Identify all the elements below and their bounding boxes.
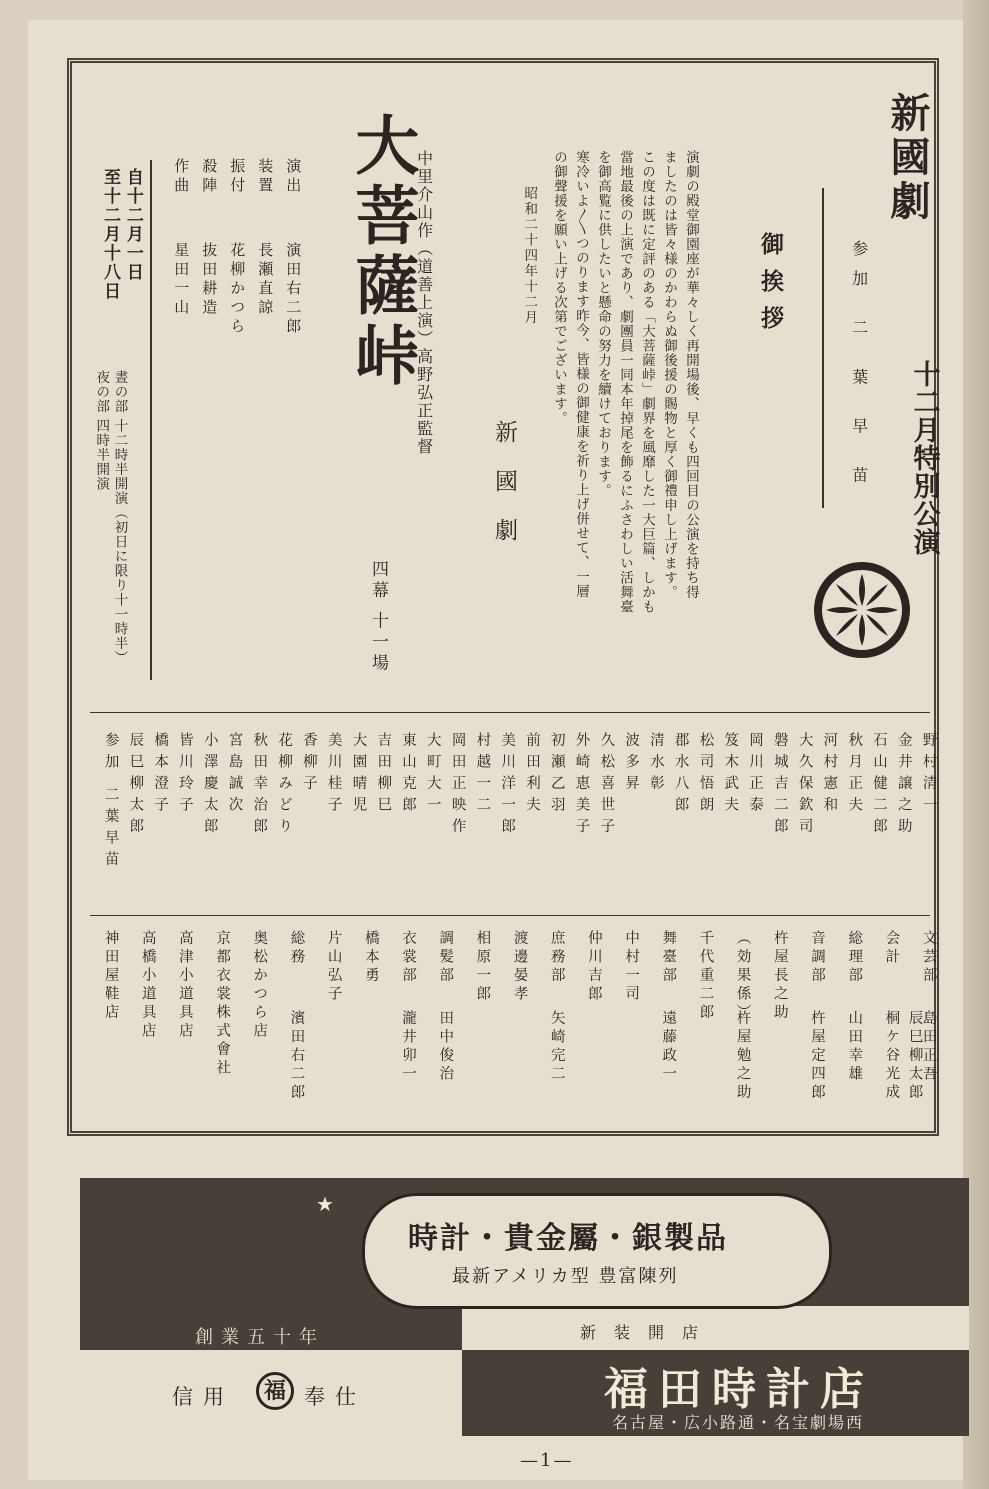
ad-store-name: 福田時計店: [604, 1364, 874, 1415]
event-title: 新國劇: [884, 92, 931, 224]
credit-name: 抜田耕造: [200, 242, 219, 318]
cast-member: 松司悟朗: [697, 732, 714, 818]
cast-member: 久松喜世子: [598, 732, 615, 840]
event-subtitle: 十二月特別公演: [908, 360, 940, 556]
staff-role: 調髪部: [437, 930, 454, 986]
event-participant: 参加 二 葉 早 苗: [849, 240, 869, 497]
schedule-dates: [98, 168, 144, 301]
ad-new-store: 新装開店: [580, 1323, 717, 1342]
cast-member: 清水彰: [647, 732, 664, 797]
greeting-line: を御高覧に供したいと懸命の努力を續けております。: [595, 150, 611, 498]
cast-member: 花柳みどり: [276, 732, 293, 840]
cast-member: 橋本澄子: [152, 732, 169, 818]
staff-member: 千代重二郎: [697, 930, 714, 1023]
ad-motto-left: 信用: [172, 1385, 234, 1409]
play-acts: 四幕 十一場: [367, 560, 388, 675]
staff-member: 片山弘子: [325, 930, 342, 1004]
staff-member: 高津小道具店: [176, 930, 193, 1041]
schedule-date-from: 自十二月一日: [122, 168, 143, 282]
staff-role: 衣裳部: [400, 930, 417, 986]
divider-event: [822, 188, 824, 508]
star-icon: ★: [316, 1192, 334, 1216]
greeting-body: [548, 150, 702, 614]
cast-member: 秋月正夫: [846, 732, 863, 818]
schedule-day: 晝の部 十二時半開演（初日に限り十一時半）: [111, 370, 128, 666]
cast-member: 東山克郎: [400, 732, 417, 818]
cast-member: 大久保欽司: [796, 732, 813, 840]
cast-member: 岡田正映作: [449, 732, 466, 840]
schedule-times: [92, 370, 128, 665]
credit-role: 演出: [284, 158, 303, 196]
staff-role: 文芸部: [920, 930, 937, 986]
cast-member: 吉田柳巳: [375, 732, 392, 818]
cast-member: 秋田幸治郎: [251, 732, 268, 840]
staff-member: 京都衣裳株式會社: [214, 930, 231, 1078]
staff-member: 杵屋定四郎: [809, 1010, 826, 1103]
staff-member: 瀧井卯一: [400, 1010, 417, 1084]
ad-products: 時計・貴金屬・銀製品: [408, 1221, 728, 1256]
staff-member: 杵屋長之助: [771, 930, 788, 1023]
ad-motto-right: 奉仕: [304, 1385, 366, 1409]
divider-schedule: [150, 160, 152, 680]
cast-member: 美川桂子: [325, 732, 342, 818]
cast-member: 磐城吉二郎: [771, 732, 788, 840]
credit-role: 殺陣: [200, 158, 219, 196]
greeting-date: 昭和二十四年十二月: [521, 186, 538, 326]
staff-member: 神田屋鞋店: [102, 930, 119, 1023]
cast-member: 辰巳柳太郎: [127, 732, 144, 840]
cast-member: 小澤慶太郎: [201, 732, 218, 840]
credit-name: 星田一山: [172, 242, 191, 318]
staff-member: 仲川吉郎: [585, 930, 602, 1004]
greeting-line: 寒冷いよ〳〵つのります昨今、皆様の御健康を祈り上げ併せて、一層: [573, 150, 589, 599]
credit-name: 花柳かつら: [228, 242, 247, 337]
play-title: 大菩薩峠: [344, 112, 420, 392]
cast-member: 美川洋一郎: [499, 732, 516, 840]
play-author: 中里介山作（道善上演）高野弘正監督: [414, 150, 434, 456]
staff-role: （効果係）: [734, 930, 751, 1023]
staff-member: 橋本勇: [362, 930, 379, 986]
staff-member: 島田正吾: [920, 1010, 937, 1084]
cast-member: 宮島誠次: [226, 732, 243, 818]
staff-member: 奥松かつら店: [251, 930, 268, 1041]
greeting-line: 演劇の殿堂御園座が華々しく再開場後、早くも四回目の公演を持ち得: [683, 150, 699, 600]
staff-member: 山田幸雄: [846, 1010, 863, 1084]
cast-member: 波多昇: [623, 732, 640, 797]
cast-member: 参加 二葉早苗: [102, 732, 119, 873]
credit-name: 長瀬直諒: [256, 242, 275, 318]
credit-name: 演田右二郎: [284, 242, 303, 337]
cast-member: 前田利夫: [523, 732, 540, 818]
cast-member: 初瀬乙羽: [548, 732, 565, 818]
cast-member: 郡水八郎: [672, 732, 689, 818]
cast-member: 皆川玲子: [176, 732, 193, 818]
greeting-line: ましたのは皆々様のかわらぬ御後援の賜物と厚く御禮申し上げます。: [661, 150, 677, 600]
greeting-line: この度は既に定評のある「大菩薩峠」劇界を風靡した一大巨篇、しかも: [639, 150, 655, 614]
credit-role: 振付: [228, 158, 247, 196]
divider-cast: [90, 712, 930, 713]
greeting-title: 御挨拶: [757, 232, 785, 343]
staff-role: 総務: [288, 930, 305, 967]
staff-role: 庶務部: [548, 930, 565, 986]
credit-role: 作曲: [172, 158, 191, 196]
staff-role: 舞臺部: [660, 930, 677, 986]
staff-member: 濱田右二郎: [288, 1010, 305, 1103]
greeting-line: の御聲援を願い上げる次第でございます。: [551, 150, 567, 426]
staff-member: 相原一郎: [474, 930, 491, 1004]
staff-member: 辰巳柳太郎: [906, 1010, 923, 1103]
cast-member: 河村憲和: [821, 732, 838, 818]
fuku-logo-icon: 福: [256, 1372, 294, 1410]
ad-tagline: 最新アメリカ型 豊富陳列: [452, 1266, 679, 1287]
cast-member: 笈木武夫: [722, 732, 739, 818]
cast-member: 大園晴児: [350, 732, 367, 818]
staff-member: 遠藤政一: [660, 1010, 677, 1084]
staff-member: 桐ケ谷光成: [883, 1010, 900, 1103]
cast-member: 石山健二郎: [870, 732, 887, 840]
schedule-night: 夜の部 四時半開演: [93, 370, 110, 492]
staff-member: 田中俊治: [437, 1010, 454, 1084]
staff-member: 渡邊晏孝: [511, 930, 528, 1004]
credit-role: 装置: [256, 158, 275, 196]
divider-staff: [90, 915, 930, 916]
ad-founded: 創業五十年: [195, 1327, 325, 1348]
cast-member: 金井譲之助: [895, 732, 912, 840]
cast-member: 大町大一: [424, 732, 441, 818]
schedule-date-to: 至十二月十八日: [99, 168, 120, 301]
greeting-signature: 新國劇: [491, 420, 518, 567]
staff-member: 矢崎完二: [548, 1010, 565, 1084]
shinkokugeki-emblem-icon: [812, 560, 912, 660]
page-number: —1—: [520, 1450, 574, 1471]
cast-member: 岡川正泰: [747, 732, 764, 818]
staff-role: 音調部: [809, 930, 826, 986]
staff-member: 中村一司: [623, 930, 640, 1004]
staff-member: 高橋小道具店: [139, 930, 156, 1041]
cast-member: 村越一二: [474, 732, 491, 818]
staff-role: 総理部: [846, 930, 863, 986]
greeting-line: 當地最後の上演であり、劇團員一同本年掉尾を飾るにふさわしい活舞臺: [617, 150, 633, 614]
staff-member: 杵屋勉之助: [734, 1010, 751, 1103]
cast-member: 香柳子: [300, 732, 317, 797]
staff-role: 会計: [883, 930, 900, 967]
cast-member: 外崎恵美子: [573, 732, 590, 840]
ad-address: 名古屋・広小路通・名宝劇場西: [612, 1413, 865, 1432]
cast-member: 野村清一: [920, 732, 937, 818]
